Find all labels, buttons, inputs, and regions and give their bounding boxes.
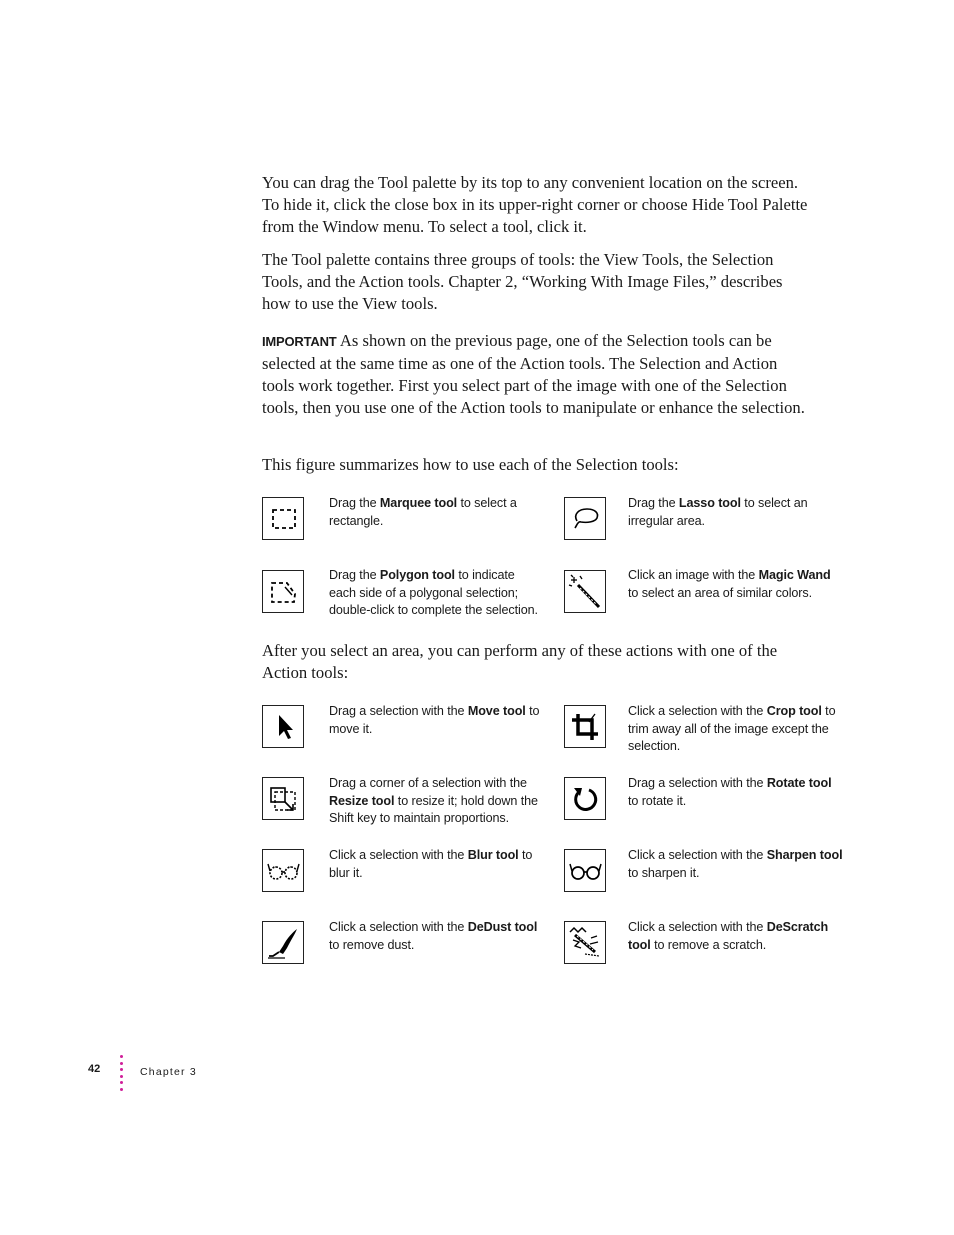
chapter-label: Chapter 3 — [140, 1066, 197, 1078]
blur-glasses-icon — [262, 849, 304, 892]
resize-icon — [262, 777, 304, 820]
paragraph-action-intro — [262, 640, 808, 684]
important-note — [262, 330, 808, 419]
marquee-tool-description: Drag the Marquee tool to select a rectangle. — [329, 496, 517, 528]
descratch-icon — [564, 921, 606, 964]
descratch-tool-description: Click a selection with the DeScratch tool to remove a scratch. — [628, 920, 829, 952]
polygon-icon — [262, 570, 304, 613]
sharpen-tool-description: Click a selection with the Sharpen tool to sharpen it. — [628, 848, 843, 880]
important-label: IMPORTANT — [262, 334, 337, 349]
dedust-tool-description: Click a selection with the DeDust tool to remove dust. — [329, 920, 538, 952]
magic-wand-icon — [564, 570, 606, 613]
rotate-icon — [564, 777, 606, 820]
paragraph-tool-groups — [262, 249, 808, 315]
paragraph-selection-intro — [262, 454, 808, 476]
page-number: 42 — [88, 1063, 101, 1075]
resize-tool-description: Drag a corner of a selection with the Resize tool to resize it; hold down the Shift key to maintain proportions. — [329, 776, 538, 825]
crop-icon — [564, 705, 606, 748]
marquee-icon — [262, 497, 304, 540]
lasso-icon — [564, 497, 606, 540]
rotate-tool-description: Drag a selection with the Rotate tool to rotate it. — [628, 776, 832, 808]
paragraph-drag-palette — [262, 172, 808, 238]
magic-wand-description: Click an image with the Magic Wand to select an area of similar colors. — [628, 568, 831, 600]
crop-tool-description: Click a selection with the Crop tool to trim away all of the image except the selection. — [628, 704, 836, 753]
move-arrow-icon — [262, 705, 304, 748]
polygon-tool-description: Drag the Polygon tool to indicate each side of a polygonal selection; double-click to complete the selection. — [329, 568, 538, 617]
sharpen-glasses-icon — [564, 849, 606, 892]
important-text: As shown on the previous page, one of the Selection tools can be selected at the same time as one of the Action tools. The Selection and Action tools work together. First you select part of the image with one of the Selection tools, then you use one of the Action tools to manipulate or enhance the selection. — [262, 331, 805, 417]
paragraph-text: The Tool palette contains three groups of tools: the View Tools, the Selection Tools, and the Action tools. Chapter 2, “Working With Image Files,” describes how to use the View tools. — [262, 250, 783, 313]
paragraph-text: This figure summarizes how to use each of the Selection tools: — [262, 455, 679, 474]
blur-tool-description: Click a selection with the Blur tool to blur it. — [329, 848, 533, 880]
footer-dotted-rule — [120, 1055, 124, 1094]
dedust-brush-icon — [262, 921, 304, 964]
paragraph-text: You can drag the Tool palette by its top to any convenient location on the screen. To hide it, click the close box in its upper-right corner or choose Hide Tool Palette from the Window menu. To select a tool, click it. — [262, 173, 808, 236]
paragraph-text: After you select an area, you can perform any of these actions with one of the Action tools: — [262, 641, 778, 682]
move-tool-description: Drag a selection with the Move tool to move it. — [329, 704, 540, 736]
lasso-tool-description: Drag the Lasso tool to select an irregular area. — [628, 496, 808, 528]
